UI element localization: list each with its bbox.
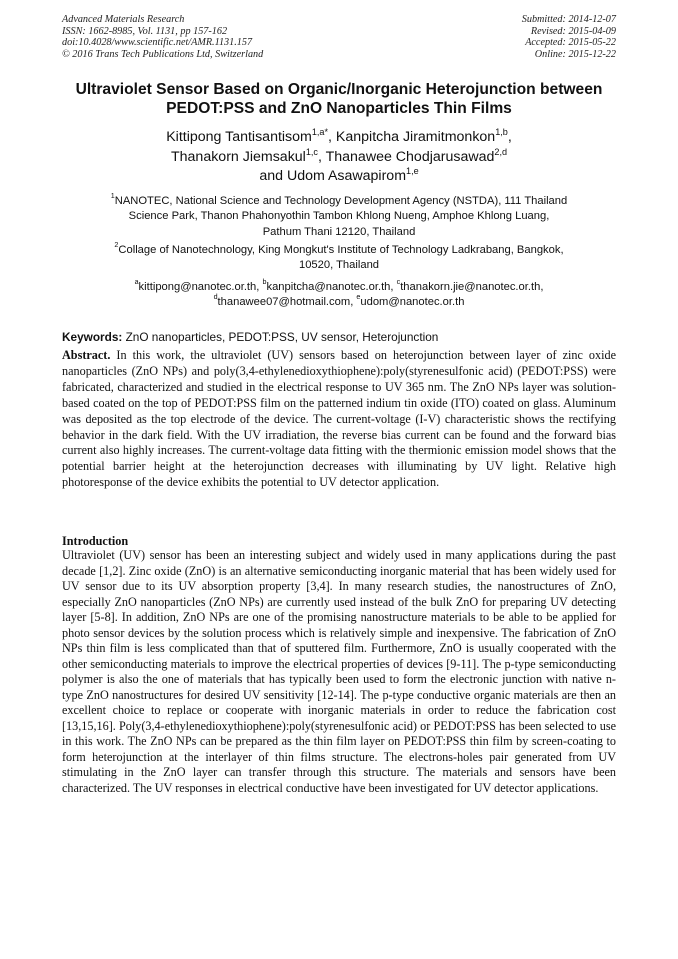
author-list (40, 128, 638, 187)
affiliation-mark: 2 (114, 241, 119, 249)
date-submitted: Submitted: 2014-12-07 (521, 14, 616, 25)
email-separator: , (256, 281, 263, 293)
affiliation-line (60, 194, 618, 209)
affiliation-mark: 1 (110, 192, 115, 200)
journal-info (62, 14, 263, 60)
author-separator: , (328, 129, 336, 145)
email-address: thanakorn.jie@nanotec.or.th (400, 281, 541, 293)
journal-copyright: © 2016 Trans Tech Publications Ltd, Switzerland (62, 48, 264, 60)
journal-name: Advanced Materials Research (62, 14, 185, 25)
abstract (62, 348, 616, 491)
email-address: udom@nanotec.or.th (360, 296, 465, 309)
email-mark: e (356, 293, 361, 302)
email-address: kittipong@nanotec.or.th (138, 281, 257, 293)
keywords-label: Keywords: (62, 330, 123, 344)
author-name: Thanakorn Jiemsakul (170, 148, 306, 165)
date-online: Online: 2015-12-22 (534, 48, 616, 60)
author-name: Kanpitcha Jiramitmonkon (335, 129, 496, 145)
abstract-text: In this work, the ultraviolet (UV) sensors based on heterojunction between layer of zinc oxide nanoparticles (ZnO NPs) and poly(3,4-ethylenedioxythiophene):poly(styrenesulfonic acid) (PEDOT:PSS) were fabricated, characterized and studied in the electrical response to UV 365 nm. The ZnO NPs layer was solution-based coated on the top of PEDOT:PSS film on the patterned indium tin oxide (ITO) coated on glass. Aluminum was deposited as the top electrode of the device. The current-voltage (I-V) characteristic shows the rectifying behavior in the dark field. With the UV irradiation, the reverse bias current can be found and the forward bias current also highly increases. The current-voltage data fitting with the thermionic emission model shows that the potential barrier height at the heterojunction decreases with illuminating by UV light. Relative high photoresponse of the device exhibits the potential to UV detector application. (62, 348, 616, 490)
affiliation-1 (60, 194, 618, 240)
email-mark: b (262, 278, 267, 286)
title-line: PEDOT:PSS and ZnO Nanoparticles Thin Films (166, 100, 512, 117)
author-affiliation-mark: 1,e (406, 166, 419, 177)
affiliation-text: Collage of Nanotechnology, King Mongkut's Institute of Technology Ladkrabang, Bangkok, (118, 244, 564, 256)
email-separator: , (390, 281, 397, 293)
email-mark: a (134, 278, 139, 286)
affiliation-line: 10520, Thailand (298, 259, 380, 272)
email-line (60, 295, 618, 310)
title-line: Ultraviolet Sensor Based on Organic/Inorganic Heterojunction between (75, 81, 603, 98)
author-separator: , (317, 148, 326, 165)
abstract-label: Abstract. (62, 348, 111, 362)
journal-issn: ISSN: 1662-8985, Vol. 1131, pp 157-162 (62, 25, 228, 37)
affiliation-line (60, 243, 618, 258)
author-name: Thanawee Chodjarusawad (325, 148, 495, 165)
author-line (40, 148, 638, 168)
author-name: Kittipong Tantisantisom (166, 129, 312, 145)
email-separator: , (350, 296, 357, 309)
affiliation-2 (60, 243, 618, 274)
author-line (40, 128, 638, 148)
author-affiliation-mark: 1,a* (311, 127, 329, 137)
email-address: kanpitcha@nanotec.or.th (266, 281, 391, 293)
introduction-heading: Introduction (62, 534, 129, 548)
introduction-text: Ultraviolet (UV) sensor has been an interesting subject and widely used in many applications during the past decade [1,2]. Zinc oxide (ZnO) is an alternative semiconducting inorganic material that has been widely used for UV sensor due to its UV absorption property [3,4]. In many research studies, the nanostructures of ZnO, especially ZnO nanoparticles (ZnO NPs) are currently used instead of the bulk ZnO for preparing UV detecting layer [5-8]. In addition, ZnO NPs are one of the promising nanostructure materials to be able to be applied for photo sensor devices by the solution process which is relatively simple and inexpensive. The fabrication of ZnO NPs thin film is less complicated than that of sputtered film. Furthermore, ZnO is usually cooperated with the other semiconducting materials to improve the electrical properties of devices [9-11]. The p-type semiconducting polymer is also the one of materials that has typically been used to form the electronic junction with native n-type ZnO nanostructures for desired UV sensitivity [12-14]. The p-type conductive organic materials are then an excellent choice to replace or cooperate with inorganic materials in order to reduce the fabrication cost [13,15,16]. Poly(3,4-ethylenedioxythiophene):poly(styrenesulfonic acid) or PEDOT:PSS has been selected to use in this work. The ZnO NPs can be prepared as the thin film layer on PEDOT:PSS thin film by screen-coating to form heterojunction at the interlayer of thin films structure. The electrons-holes pair generated from UV stimulating in the ZnO layer can transfer through this structure. The materials and sensors have been characterized. The UV responses in electrical conductive have been investigated for UV detector applications. (62, 548, 616, 795)
email-line (60, 280, 618, 295)
author-affiliation-mark: 2,d (494, 146, 508, 157)
journal-doi: doi:10.4028/www.scientific.net/AMR.1131.157 (62, 37, 253, 49)
email-address: thanawee07@hotmail.com (217, 296, 351, 309)
paper-title (40, 80, 638, 118)
affiliation-text: NANOTEC, National Science and Technology Development Agency (NSTDA), 111 Thailand (114, 195, 568, 207)
author-name: and Udom Asawapirom (259, 168, 407, 185)
email-mark: d (213, 293, 218, 302)
affiliation-line: Pathum Thani 12120, Thailand (262, 225, 416, 238)
keywords (62, 330, 616, 344)
keywords-text: ZnO nanoparticles, PEDOT:PSS, UV sensor, Heterojunction (122, 330, 439, 344)
author-affiliation-mark: 1,b (495, 127, 508, 137)
author-emails (60, 280, 618, 311)
author-separator: , (507, 129, 512, 145)
email-mark: c (396, 278, 401, 286)
author-affiliation-mark: 1,c (305, 146, 318, 157)
date-revised: Revised: 2015-04-09 (530, 25, 616, 37)
date-accepted: Accepted: 2015-05-22 (525, 37, 616, 49)
author-line (40, 167, 638, 187)
email-separator: , (540, 281, 544, 293)
publication-dates (522, 14, 616, 60)
affiliation-line: Science Park, Thanon Phahonyothin Tambon Khlong Nueng, Amphoe Khlong Luang, (128, 210, 550, 223)
